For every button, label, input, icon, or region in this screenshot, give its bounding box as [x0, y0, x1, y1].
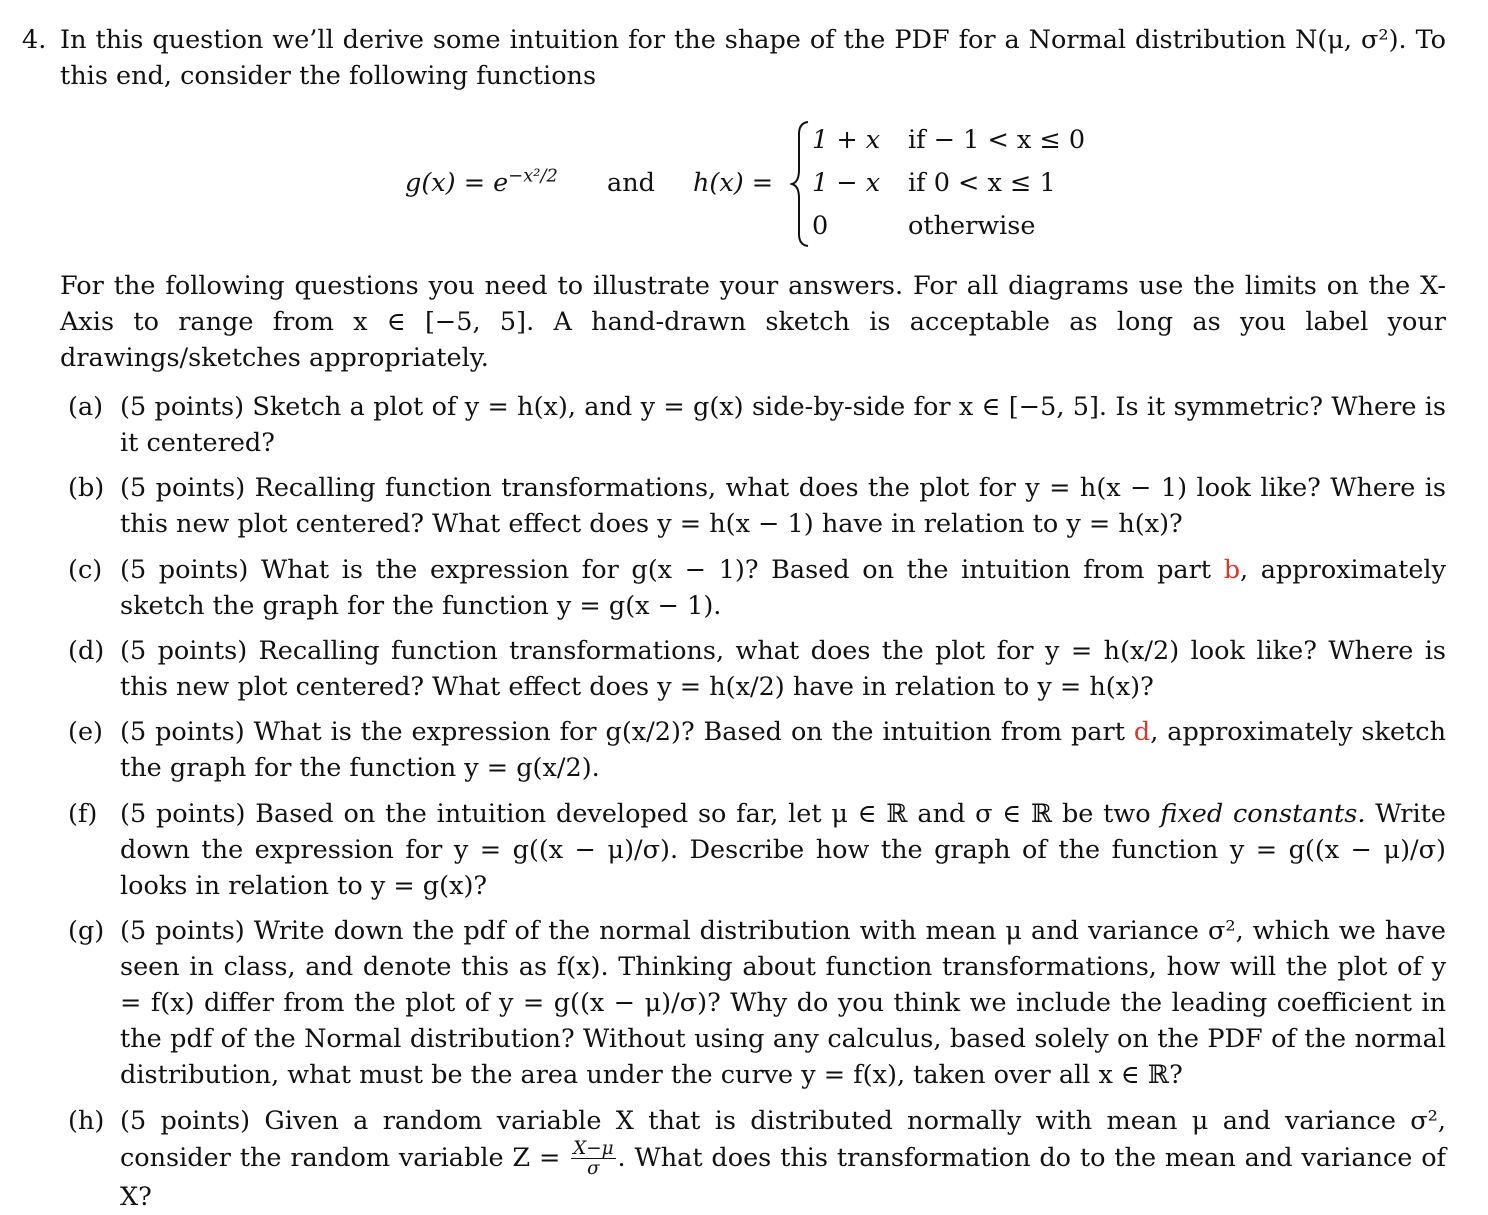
part-b-label: (b): [68, 473, 105, 503]
part-f-emphasis: fixed constants.: [1160, 799, 1366, 829]
part-b-reference-link[interactable]: b: [1223, 555, 1241, 585]
part-c-after: , approximately sketch the graph for the function y = g(x − 1).: [120, 555, 1446, 621]
part-f-before: (5 points) Based on the intuition developed so far, let μ ∈ ℝ and σ ∈ ℝ be two: [120, 799, 1161, 829]
part-c-text: [120, 552, 1446, 624]
case-expr-1: 1 + x: [812, 125, 881, 155]
and-word: and: [607, 168, 655, 198]
cases-brace: [790, 118, 812, 250]
case-cond-1: if − 1 < x ≤ 0: [908, 125, 1086, 155]
function-definitions: [0, 118, 1488, 250]
question-intro: In this question we’ll derive some intuition for the shape of the PDF for a Normal distribution N(μ, σ²). To this end, consider the following functions: [60, 25, 1446, 91]
case-expr-3: 0: [812, 211, 829, 241]
fraction-numerator: X−μ: [573, 1138, 614, 1159]
case-cond-2: if 0 < x ≤ 1: [908, 168, 1056, 198]
part-d-reference-link[interactable]: d: [1133, 717, 1151, 747]
fraction-denominator: σ: [587, 1158, 600, 1180]
part-g-text: (5 points) Write down the pdf of the normal distribution with mean μ and variance σ², which we have seen in class, and denote this as f(x). Thinking about function transformations, how will the plot of y = f(x) differ from the plot of y = g((x − μ)/σ)? Why do you think we include the leading coefficient in the pdf of the Normal distribution? Without using any calculus, based solely on the PDF of the normal distribution, what must be the area under the curve y = f(x), taken over all x ∈ ℝ?: [120, 916, 1446, 1090]
case-cond-3: otherwise: [908, 211, 1036, 241]
part-a-label: (a): [68, 392, 104, 422]
part-e-before: (5 points) What is the expression for g(x/2)? Based on the intuition from part: [120, 717, 1134, 747]
case-expr-2: 1 − x: [812, 168, 881, 198]
part-h-after: . What does this transformation do to the mean and variance of X?: [120, 1142, 1446, 1212]
g-lhs: g(x) = e: [405, 168, 509, 198]
question-number: 4.: [22, 25, 47, 55]
part-h-label: (h): [68, 1106, 105, 1136]
part-f-text: [120, 796, 1446, 904]
part-a-text: (5 points) Sketch a plot of y = h(x), and y = g(x) side-by-side for x ∈ [−5, 5]. Is it symmetric? Where is it centered?: [120, 392, 1446, 458]
part-c-label: (c): [68, 555, 103, 585]
part-e-after: , approximately sketch the graph for the function y = g(x/2).: [120, 717, 1446, 783]
part-d-text: (5 points) Recalling function transformations, what does the plot for y = h(x/2) look like? Where is this new plot centered? What effect does y = h(x/2) have in relation to y = h(x)?: [120, 636, 1446, 702]
part-h-before: (5 points) Given a random variable X that is distributed normally with mean μ and variance σ², consider the random variable Z =: [120, 1106, 1446, 1173]
part-h-text: [120, 1103, 1446, 1215]
g-definition: [405, 165, 558, 201]
h-lhs: h(x) =: [693, 168, 774, 198]
instructions-paragraph: For the following questions you need to illustrate your answers. For all diagrams use the limits on the X-Axis to range from x ∈ [−5, 5]. A hand-drawn sketch is acceptable as long as you label your drawings/sketches appropriately.: [60, 271, 1446, 373]
part-f-after: Write down the expression for y = g((x − μ)/σ). Describe how the graph of the function y = g((x − μ)/σ) looks in relation to y = g(x)?: [120, 799, 1446, 901]
part-b-text: (5 points) Recalling function transformations, what does the plot for y = h(x − 1) look like? Where is this new plot centered? What effect does y = h(x − 1) have in relation to y = h(x)?: [120, 473, 1446, 539]
part-e-text: [120, 714, 1446, 786]
g-exponent: −x²/2: [508, 165, 558, 187]
part-f-label: (f): [68, 799, 98, 829]
part-e-label: (e): [68, 717, 103, 747]
z-fraction: [571, 1139, 615, 1179]
part-c-before: (5 points) What is the expression for g(x − 1)? Based on the intuition from part: [120, 555, 1224, 585]
part-d-label: (d): [68, 636, 105, 666]
part-g-label: (g): [68, 916, 105, 946]
